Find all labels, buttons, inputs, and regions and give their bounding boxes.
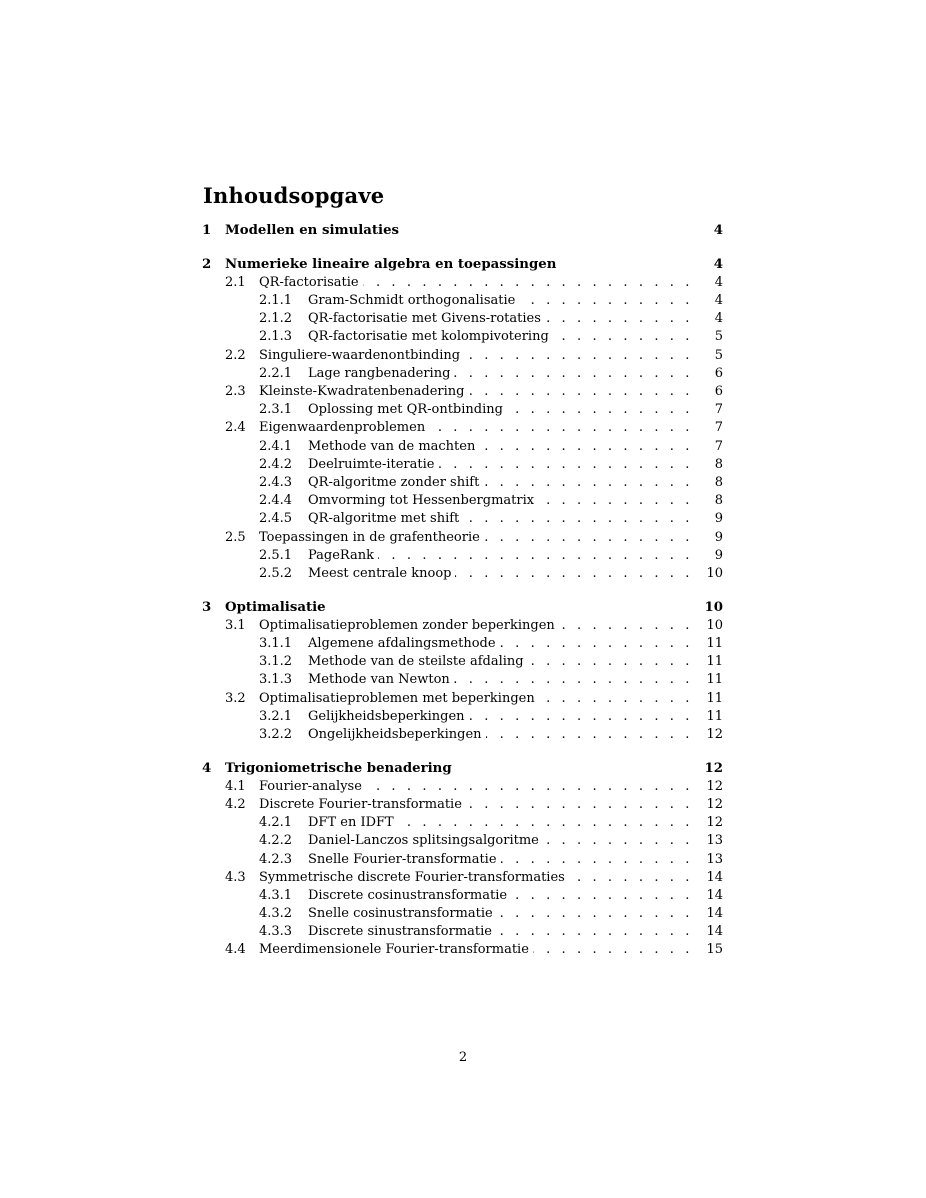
toc-subsection-entry[interactable] bbox=[202, 547, 723, 565]
entry-title: QR-algoritme zonder shift bbox=[308, 474, 483, 492]
entry-page-number: 4 bbox=[713, 256, 723, 272]
entry-page-number: 13 bbox=[706, 833, 723, 849]
toc-section-entry[interactable] bbox=[202, 274, 723, 292]
toc-subsection-entry[interactable] bbox=[202, 671, 723, 689]
page-number: 2 bbox=[458, 1050, 468, 1065]
entry-title: Toepassingen in de grafentheorie bbox=[259, 529, 484, 547]
entry-title: Gram-Schmidt orthogonalisatie bbox=[308, 292, 519, 310]
toc-subsection-entry[interactable] bbox=[202, 310, 723, 328]
entry-number: 2.4.5 bbox=[259, 511, 293, 527]
entry-number: 2.4.1 bbox=[259, 438, 293, 454]
entry-page-number: 6 bbox=[714, 384, 723, 399]
entry-page-number: 14 bbox=[706, 869, 723, 885]
entry-page-number: 8 bbox=[714, 493, 723, 509]
entry-number: 2.5.2 bbox=[259, 565, 293, 581]
entry-title: DFT en IDFT bbox=[308, 814, 398, 832]
toc-section-entry[interactable] bbox=[202, 617, 723, 635]
entry-number: 4.2 bbox=[225, 796, 246, 812]
entry-number: 4 bbox=[202, 760, 212, 776]
entry-title: Methode van Newton bbox=[308, 671, 454, 689]
entry-number: 2.1.2 bbox=[259, 311, 293, 327]
toc-subsection-entry[interactable] bbox=[202, 653, 723, 671]
entry-title: Methode van de machten bbox=[308, 438, 479, 456]
entry-title: Omvorming tot Hessenbergmatrix bbox=[308, 492, 538, 510]
entry-page-number: 11 bbox=[706, 708, 723, 724]
entry-title: Kleinste-Kwadratenbenadering bbox=[259, 383, 468, 401]
entry-number: 4.1 bbox=[225, 778, 246, 794]
entry-title: Modellen en simulaties bbox=[225, 222, 403, 240]
toc-section-entry[interactable] bbox=[202, 941, 723, 959]
toc-subsection-entry[interactable] bbox=[202, 401, 723, 419]
entry-title: Optimalisatieproblemen zonder beperkingen bbox=[259, 617, 559, 635]
entry-number: 3 bbox=[202, 599, 212, 615]
toc-subsection-entry[interactable] bbox=[202, 851, 723, 869]
entry-title: Snelle Fourier-transformatie bbox=[308, 851, 501, 869]
toc-section-entry[interactable] bbox=[202, 529, 723, 547]
toc-section-entry[interactable] bbox=[202, 347, 723, 365]
entry-page-number: 9 bbox=[714, 547, 723, 563]
entry-number: 2.4.3 bbox=[259, 474, 293, 490]
toc-subsection-entry[interactable] bbox=[202, 635, 723, 653]
toc-subsection-entry[interactable] bbox=[202, 492, 723, 510]
entry-page-number: 4 bbox=[714, 311, 723, 327]
toc-chapter-entry[interactable] bbox=[202, 256, 723, 274]
entry-number: 2.1.3 bbox=[259, 329, 293, 345]
entry-page-number: 14 bbox=[706, 924, 723, 940]
entry-title: Deelruimte-iteratie bbox=[308, 456, 438, 474]
entry-number: 2.2.1 bbox=[259, 365, 293, 381]
entry-page-number: 11 bbox=[706, 635, 723, 651]
entry-title: Algemene afdalingsmethode bbox=[308, 635, 500, 653]
toc-section-entry[interactable] bbox=[202, 419, 723, 437]
toc-subsection-entry[interactable] bbox=[202, 923, 723, 941]
entry-number: 2 bbox=[202, 256, 212, 272]
entry-number: 3.1.3 bbox=[259, 672, 293, 688]
entry-page-number: 5 bbox=[714, 347, 723, 363]
entry-page-number: 7 bbox=[714, 402, 723, 418]
entry-number: 4.3.2 bbox=[259, 906, 293, 922]
entry-page-number: 4 bbox=[713, 223, 723, 238]
toc-subsection-entry[interactable] bbox=[202, 814, 723, 832]
entry-number: 2.1 bbox=[225, 274, 246, 290]
table-of-contents bbox=[202, 222, 723, 960]
entry-title: QR-factorisatie met kolompivotering bbox=[308, 328, 553, 346]
entry-number: 3.1.1 bbox=[259, 635, 293, 651]
entry-number: 2.3 bbox=[225, 384, 246, 399]
toc-section-entry[interactable] bbox=[202, 869, 723, 887]
entry-number: 4.2.2 bbox=[259, 833, 293, 849]
entry-number: 2.2 bbox=[225, 347, 246, 363]
entry-number: 3.2 bbox=[225, 690, 246, 706]
toc-subsection-entry[interactable] bbox=[202, 438, 723, 456]
entry-title: Discrete sinustransformatie bbox=[308, 923, 496, 941]
toc-subsection-entry[interactable] bbox=[202, 474, 723, 492]
toc-section-entry[interactable] bbox=[202, 796, 723, 814]
entry-page-number: 15 bbox=[706, 942, 723, 958]
entry-page-number: 12 bbox=[706, 796, 723, 812]
entry-title: Optimalisatieproblemen met beperkingen bbox=[259, 690, 539, 708]
entry-title: Methode van de steilste afdaling bbox=[308, 653, 528, 671]
toc-chapter-entry[interactable] bbox=[202, 760, 723, 778]
entry-number: 3.1.2 bbox=[259, 654, 293, 670]
entry-title: Lage rangbenadering bbox=[308, 365, 454, 383]
entry-title: Eigenwaardenproblemen bbox=[259, 419, 429, 437]
toc-subsection-entry[interactable] bbox=[202, 456, 723, 474]
entry-title: Oplossing met QR-ontbinding bbox=[308, 401, 507, 419]
entry-number: 1 bbox=[202, 223, 212, 238]
entry-title: PageRank bbox=[308, 547, 378, 565]
entry-number: 4.3 bbox=[225, 869, 246, 885]
toc-subsection-entry[interactable] bbox=[202, 726, 723, 744]
entry-page-number: 12 bbox=[706, 815, 723, 831]
entry-page-number: 13 bbox=[706, 851, 723, 867]
entry-title: Gelijkheidsbeperkingen bbox=[308, 708, 469, 726]
entry-title: Singuliere-waardenontbinding bbox=[259, 347, 464, 365]
entry-page-number: 6 bbox=[714, 365, 723, 381]
entry-page-number: 9 bbox=[714, 529, 723, 545]
entry-number: 3.2.2 bbox=[259, 726, 293, 742]
page-title: Inhoudsopgave bbox=[203, 183, 385, 208]
entry-page-number: 5 bbox=[714, 329, 723, 345]
entry-page-number: 14 bbox=[706, 887, 723, 903]
toc-subsection-entry[interactable] bbox=[202, 510, 723, 528]
toc-chapter-entry[interactable] bbox=[202, 222, 723, 240]
toc-subsection-entry[interactable] bbox=[202, 292, 723, 310]
entry-page-number: 4 bbox=[714, 274, 723, 290]
toc-section-entry[interactable] bbox=[202, 778, 723, 796]
entry-number: 2.5.1 bbox=[259, 547, 293, 563]
entry-title: Optimalisatie bbox=[225, 599, 330, 617]
entry-title: QR-algoritme met shift bbox=[308, 510, 463, 528]
toc-subsection-entry[interactable] bbox=[202, 565, 723, 583]
entry-title: Numerieke lineaire algebra en toepassingen bbox=[225, 256, 560, 274]
toc-subsection-entry[interactable] bbox=[202, 365, 723, 383]
entry-title: Discrete Fourier-transformatie bbox=[259, 796, 466, 814]
entry-title: QR-factorisatie bbox=[259, 274, 363, 292]
entry-page-number: 14 bbox=[706, 906, 723, 922]
toc-section-entry[interactable] bbox=[202, 690, 723, 708]
toc-chapter-entry[interactable] bbox=[202, 599, 723, 617]
entry-number: 4.4 bbox=[225, 942, 246, 958]
entry-number: 2.4 bbox=[225, 420, 246, 436]
entry-number: 3.2.1 bbox=[259, 708, 293, 724]
entry-page-number: 11 bbox=[706, 672, 723, 688]
entry-title: Symmetrische discrete Fourier-transformaties bbox=[259, 869, 569, 887]
entry-number: 4.3.3 bbox=[259, 924, 293, 940]
toc-subsection-entry[interactable] bbox=[202, 905, 723, 923]
entry-page-number: 10 bbox=[706, 565, 723, 581]
entry-number: 2.4.4 bbox=[259, 493, 293, 509]
entry-page-number: 7 bbox=[714, 420, 723, 436]
entry-number: 2.4.2 bbox=[259, 456, 293, 472]
entry-number: 3.1 bbox=[225, 617, 246, 633]
entry-page-number: 11 bbox=[706, 654, 723, 670]
entry-page-number: 10 bbox=[704, 599, 723, 615]
entry-number: 2.1.1 bbox=[259, 293, 293, 309]
entry-title: Meerdimensionele Fourier-transformatie bbox=[259, 941, 533, 959]
entry-title: Snelle cosinustransformatie bbox=[308, 905, 497, 923]
entry-number: 2.5 bbox=[225, 529, 246, 545]
entry-page-number: 7 bbox=[714, 438, 723, 454]
entry-title: Meest centrale knoop bbox=[308, 565, 455, 583]
entry-title: QR-factorisatie met Givens-rotaties bbox=[308, 310, 545, 328]
entry-number: 2.3.1 bbox=[259, 402, 293, 418]
entry-number: 4.2.3 bbox=[259, 851, 293, 867]
toc-section-entry[interactable] bbox=[202, 383, 723, 401]
entry-page-number: 11 bbox=[706, 690, 723, 706]
entry-page-number: 12 bbox=[704, 760, 723, 776]
toc-subsection-entry[interactable] bbox=[202, 328, 723, 346]
entry-number: 4.2.1 bbox=[259, 815, 293, 831]
entry-title: Ongelijkheidsbeperkingen bbox=[308, 726, 486, 744]
toc-subsection-entry[interactable] bbox=[202, 887, 723, 905]
entry-page-number: 8 bbox=[714, 456, 723, 472]
entry-page-number: 12 bbox=[706, 726, 723, 742]
entry-title: Discrete cosinustransformatie bbox=[308, 887, 511, 905]
entry-title: Daniel-Lanczos splitsingsalgoritme bbox=[308, 832, 543, 850]
toc-subsection-entry[interactable] bbox=[202, 832, 723, 850]
entry-page-number: 4 bbox=[714, 293, 723, 309]
entry-title: Trigoniometrische benadering bbox=[225, 760, 456, 778]
entry-page-number: 8 bbox=[714, 474, 723, 490]
toc-subsection-entry[interactable] bbox=[202, 708, 723, 726]
entry-page-number: 12 bbox=[706, 778, 723, 794]
entry-page-number: 10 bbox=[706, 617, 723, 633]
entry-title: Fourier-analyse bbox=[259, 778, 366, 796]
entry-number: 4.3.1 bbox=[259, 887, 293, 903]
entry-page-number: 9 bbox=[714, 511, 723, 527]
